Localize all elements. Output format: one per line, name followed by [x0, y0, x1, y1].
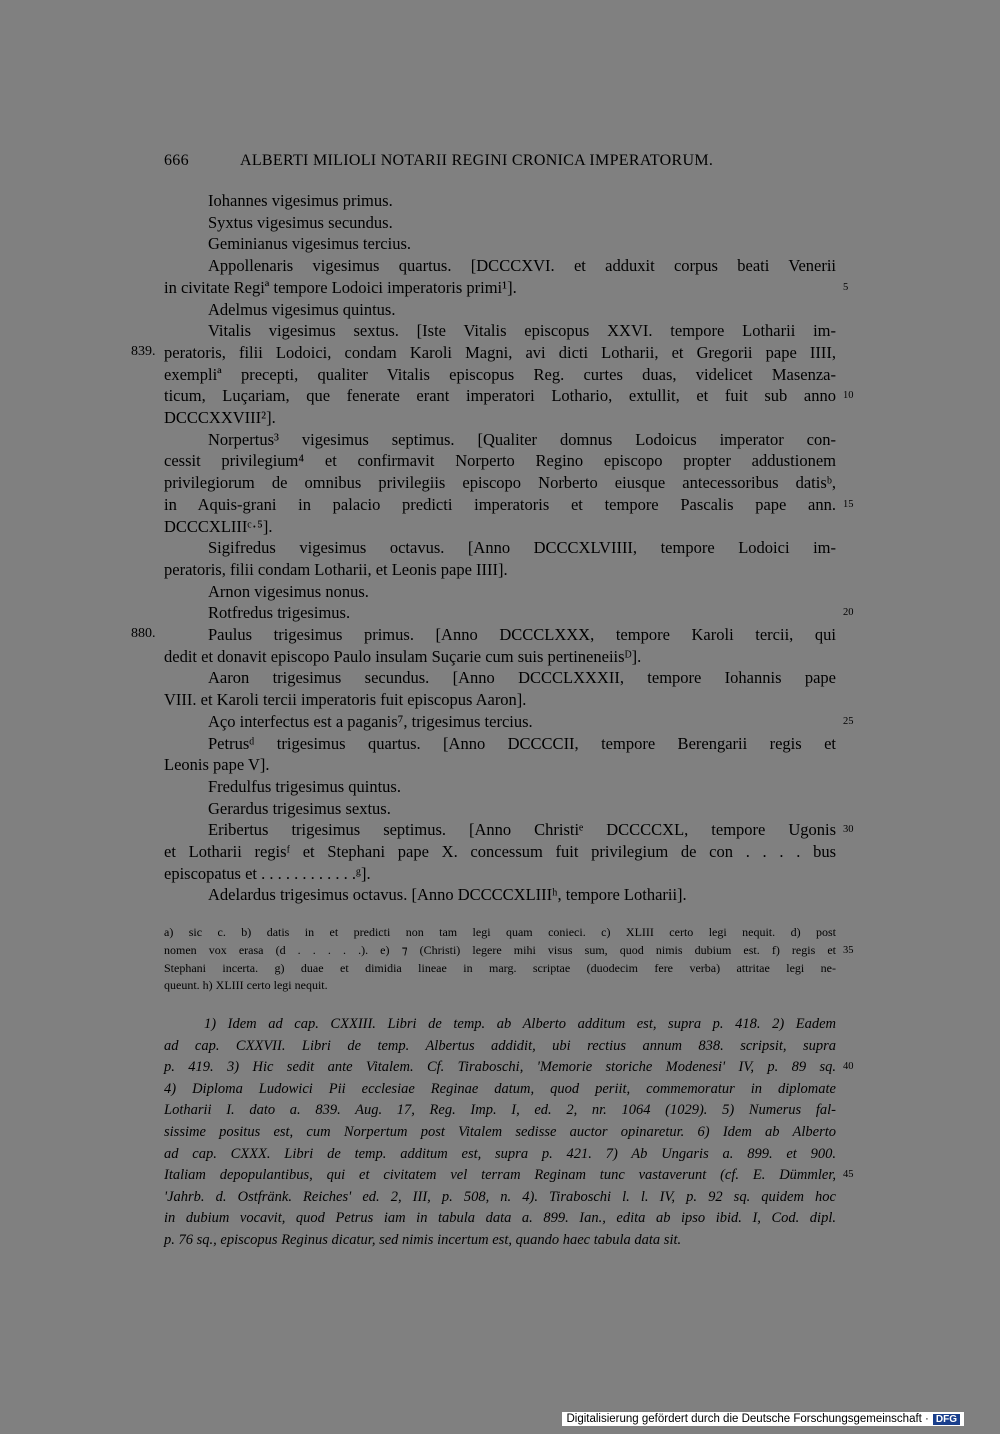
note-line: Lotharii I. dato a. 839. Aug. 17, Reg. Imp. I, ed. 2, nr. 1064 (1029). 5) Numerus fal-	[164, 1102, 836, 1118]
text-line: Adelmus vigesimus quintus.	[208, 300, 396, 319]
text-line: DCCCXLIIIᶜ·⁵].	[164, 517, 273, 536]
text-line: peratoris, filii Lodoici, condam Karoli Magni, avi dicti Lotharii, et Gregorii pape IIII,	[164, 343, 836, 362]
text-line: Paulus trigesimus primus. [Anno DCCCLXXX, tempore Karoli tercii, qui	[208, 625, 836, 644]
note-line: in dubium vocavit, quod Petrus iam in tabula data a. 899. Ian., edita ab ipso ibid. I, Cod. dipl.	[164, 1210, 836, 1226]
text-line: Aço interfectus est a paganis⁷, trigesimus tercius.	[208, 712, 533, 731]
text-line: exempliª precepti, qualiter Vitalis episcopus Reg. curtes duas, videlicet Masenza-	[164, 365, 836, 384]
note-line: ad cap. CXXVII. Libri de temp. Albertus addidit, ubi rectius annum 838. scripsit, supra	[164, 1038, 836, 1054]
text-line: in Aquis-grani in palacio predicti imperatoris et tempore Pascalis pape ann.	[164, 495, 836, 514]
text-line: Aaron trigesimus secundus. [Anno DCCCLXXXII, tempore Iohannis pape	[208, 668, 836, 687]
note-line: Italiam depopulantibus, qui et civitatem vel terram Reginam tunc vastaverunt (cf. E. Dümmler,	[164, 1167, 836, 1183]
text-line: Norpertus³ vigesimus septimus. [Qualiter domnus Lodoicus imperator con-	[208, 430, 836, 449]
text-line: Adelardus trigesimus octavus. [Anno DCCCCXLIIIʰ, tempore Lotharii].	[208, 885, 687, 904]
text-line: episcopatus et . . . . . . . . . . . .ᵍ].	[164, 864, 371, 883]
footnote-line: Stephani incerta. g) duae et dimidia lineae in marg. scriptae (duodecim fere verba) attritae legi ne-	[164, 961, 836, 975]
footnote-line: nomen vox erasa (d . . . . .). e) ⁊ (Christi) legere mihi visus sum, quod nimis dubium est. f) regis et	[164, 943, 836, 957]
line-number: 45	[843, 1169, 854, 1180]
line-number: 25	[843, 716, 854, 727]
text-line: peratoris, filii condam Lotharii, et Leonis pape IIII].	[164, 560, 508, 579]
text-line: Leonis pape V].	[164, 755, 270, 774]
line-number: 5	[843, 282, 849, 293]
funding-text: Digitalisierung gefördert durch die Deutsche Forschungsgemeinschaft ·	[566, 1413, 929, 1425]
text-line: dedit et donavit episcopo Paulo insulam Suçarie cum suis pertineneiisᴰ].	[164, 647, 642, 666]
margin-year: 880.	[131, 626, 156, 641]
footnote-line: a) sic c. b) datis in et predicti non tam legi quam conieci. c) XLIII certo legi nequit. d) post	[164, 925, 836, 939]
funding-footer	[562, 1412, 964, 1426]
text-line: cessit privilegium⁴ et confirmavit Norperto Regino episcopo propter addustionem	[164, 451, 836, 470]
text-line: Vitalis vigesimus sextus. [Iste Vitalis episcopus XXVI. tempore Lotharii im-	[208, 321, 836, 340]
note-line: p. 76 sq., episcopus Reginus dicatur, sed nimis incertum est, quando haec tabula data sit.	[164, 1232, 682, 1248]
text-line: Appollenaris vigesimus quartus. [DCCCXVI. et adduxit corpus beati Venerii	[208, 256, 836, 275]
text-line: Sigifredus vigesimus octavus. [Anno DCCCXLVIIII, tempore Lodoici im-	[208, 538, 836, 557]
margin-year: 839.	[131, 344, 156, 359]
text-line: et Lotharii regisᶠ et Stephani pape X. concessum fuit privilegium de con . . . . bus	[164, 842, 836, 861]
note-line: 1) Idem ad cap. CXXIII. Libri de temp. ab Alberto additum est, supra p. 418. 2) Eadem	[204, 1016, 836, 1032]
note-line: sissime positus est, cum Norpertum post Vitalem sedisse auctor opinaretur. 6) Idem ab Alberto	[164, 1124, 836, 1140]
text-line: DCCCXXVIII²].	[164, 408, 276, 427]
text-line: Eribertus trigesimus septimus. [Anno Christiᵉ DCCCCXL, tempore Ugonis	[208, 820, 836, 839]
footnote-line: queunt. h) XLIII certo legi nequit.	[164, 978, 328, 992]
dfg-logo: DFG	[933, 1414, 960, 1425]
text-line: in civitate Regiª tempore Lodoici imperatoris primi¹].	[164, 278, 517, 297]
note-line: 'Jahrb. d. Ostfränk. Reiches' ed. 2, III, p. 508, n. 4). Tiraboschi l. l. IV, p. 92 sq. quidem hoc	[164, 1189, 836, 1205]
page-number: 666	[164, 152, 189, 169]
text-line: Geminianus vigesimus tercius.	[208, 234, 412, 253]
line-number: 40	[843, 1061, 854, 1072]
running-title: ALBERTI MILIOLI NOTARII REGINI CRONICA IMPERATORUM.	[240, 152, 714, 169]
text-line: ticum, Luçariam, que fenerate erant imperatori Lothario, extullit, et fuit sub anno	[164, 386, 836, 405]
text-line: privilegiorum de omnibus privilegiis episcopo Norberto eiusque antecessoribus datisᵇ,	[164, 473, 836, 492]
line-number: 10	[843, 390, 854, 401]
text-line: VIII. et Karoli tercii imperatoris fuit episcopus Aaron].	[164, 690, 527, 709]
note-line: 4) Diploma Ludowici Pii ecclesiae Reginae datum, quod periit, commemoratur in diplomate	[164, 1081, 836, 1097]
text-line: Iohannes vigesimus primus.	[208, 191, 393, 210]
line-number: 30	[843, 824, 854, 835]
text-line: Gerardus trigesimus sextus.	[208, 799, 391, 818]
text-line: Syxtus vigesimus secundus.	[208, 213, 393, 232]
text-line: Arnon vigesimus nonus.	[208, 582, 369, 601]
line-number: 35	[843, 945, 854, 956]
line-number: 20	[843, 607, 854, 618]
text-line: Fredulfus trigesimus quintus.	[208, 777, 401, 796]
text-line: Rotfredus trigesimus.	[208, 603, 351, 622]
line-number: 15	[843, 499, 854, 510]
text-line: Petrusᵈ trigesimus quartus. [Anno DCCCCII, tempore Berengarii regis et	[208, 734, 836, 753]
note-line: ad cap. CXXX. Libri de temp. additum est, supra p. 421. 7) Ab Ungaris a. 899. et 900.	[164, 1146, 836, 1162]
note-line: p. 419. 3) Hic sedit ante Vitalem. Cf. Tiraboschi, 'Memorie storiche Modenesi' IV, p. 89 sq.	[164, 1059, 836, 1075]
